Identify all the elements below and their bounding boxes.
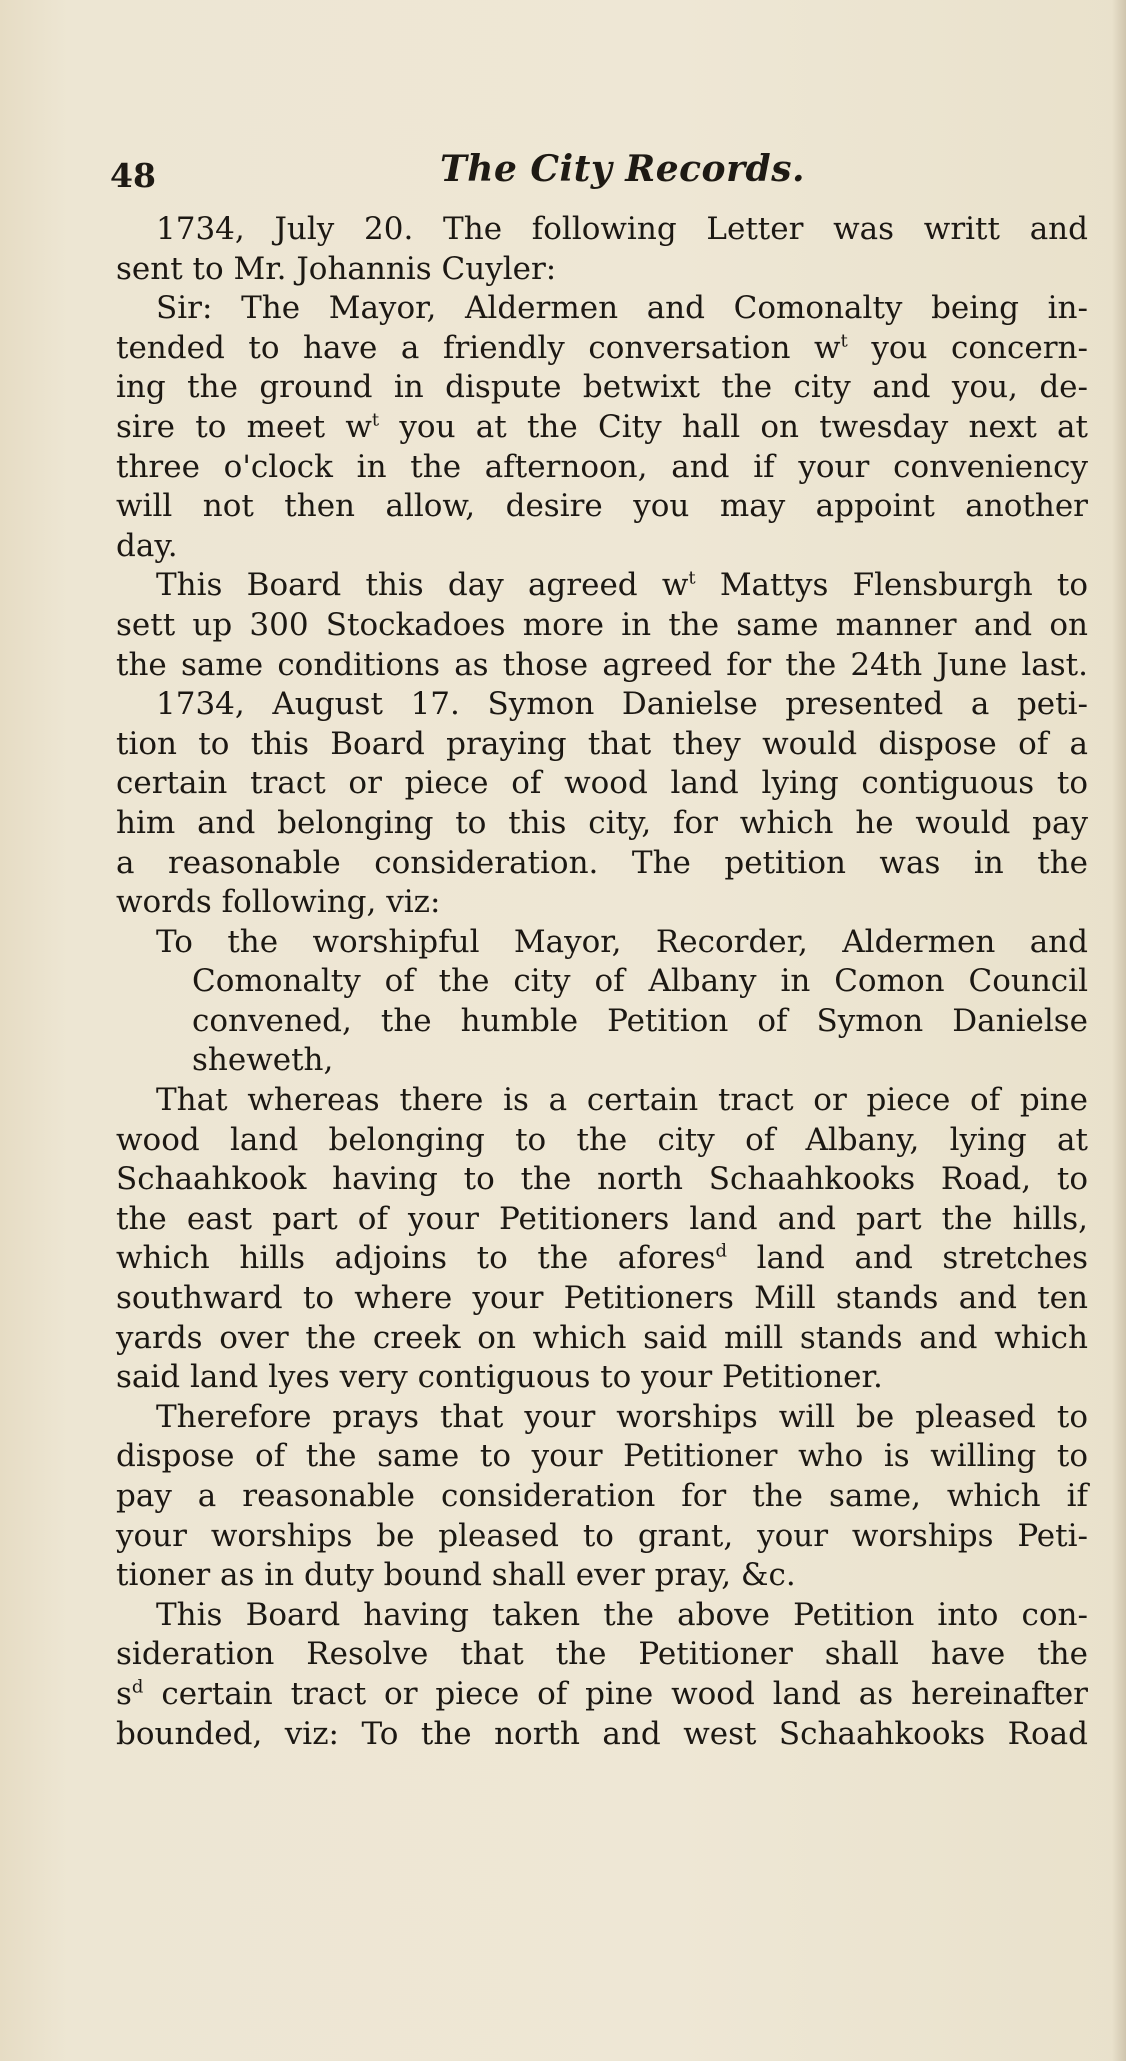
text-line: your worships be pleased to grant, your worships Peti- (116, 1517, 1088, 1554)
text-line: That whereas there is a certain tract or piece of pine (156, 1082, 1088, 1119)
superscript: d (131, 1676, 144, 1698)
text-line: tion to this Board praying that they would dispose of a (116, 725, 1088, 762)
text-line: Sir: The Mayor, Aldermen and Comonalty being in- (156, 290, 1088, 327)
text-line: words following, viz: (116, 884, 441, 921)
text-line: 1734, July 20. The following Letter was writt and (156, 211, 1088, 247)
text-line: tended to have a friendly conversation $w^t$ you concern- (116, 329, 1088, 366)
text-line: To the worshipful Mayor, Recorder, Aldermen and (156, 923, 1088, 960)
running-title: The City Records. (440, 148, 806, 190)
text-line: southward to where your Petitioners Mill stands and ten (116, 1280, 1088, 1317)
text-line: sheweth, (192, 1042, 334, 1079)
text-line: pay a reasonable consideration for the same, which if (116, 1478, 1088, 1514)
text-line: dispose of the same to your Petitioner who is willing to (116, 1438, 1088, 1475)
text-line: him and belonging to this city, for which he would pay (116, 804, 1088, 841)
text-line: Schaahkook having to the north Schaahkooks Road, to (116, 1161, 1088, 1198)
body-text (116, 210, 1088, 1754)
text-line: Comonalty of the city of Albany in Comon Council (192, 963, 1088, 1000)
text-line: 1734, August 17. Symon Danielse presented a peti- (156, 686, 1088, 723)
superscript: t (840, 330, 848, 352)
text-line: tioner as in duty bound shall ever pray, &c. (116, 1557, 796, 1594)
text-line: sideration Resolve that the Petitioner shall have the (116, 1636, 1088, 1673)
page-number: 48 (110, 156, 156, 195)
text-line: said land lyes very contiguous to your Petitioner. (116, 1359, 883, 1396)
text-line: yards over the creek on which said mill stands and which (116, 1319, 1088, 1356)
text-line: day. (116, 527, 178, 564)
page-header (110, 148, 1090, 208)
text-line: ing the ground in dispute betwixt the city and you, de- (116, 369, 1088, 406)
superscript: d (715, 1241, 728, 1263)
text-line: $s^d$ certain tract or piece of pine wood land as hereinafter (116, 1675, 1088, 1712)
text-line: certain tract or piece of wood land lying contiguous to (116, 765, 1088, 802)
text-line: convened, the humble Petition of Symon Danielse (192, 1002, 1088, 1039)
superscript: t (371, 409, 380, 431)
page-edge-shadow (1112, 0, 1126, 2061)
text-line: sire to meet $w^t$ you at the City hall on twesday next at (116, 408, 1088, 445)
text-line: This Board having taken the above Petition into con- (156, 1596, 1088, 1633)
text-line: bounded, viz: To the north and west Schaahkooks Road (116, 1715, 1088, 1752)
superscript: t (688, 568, 696, 590)
text-line: the east part of your Petitioners land and part the hills, (116, 1200, 1088, 1237)
text-line: the same conditions as those agreed for the 24th June last. (116, 646, 1088, 683)
text-line: Therefore prays that your worships will be pleased to (156, 1398, 1088, 1435)
text-line: sent to Mr. Johannis Cuyler: (116, 250, 557, 287)
text-line: This Board this day agreed $w^t$ Mattys Flensburgh to (156, 567, 1088, 604)
text-line: sett up 300 Stockadoes more in the same manner and on (116, 606, 1088, 643)
text-line: which hills adjoins to the afores$^d$ land and stretches (116, 1240, 1088, 1277)
text-line: will not then allow, desire you may appoint another (116, 488, 1088, 525)
text-line: wood land belonging to the city of Albany, lying at (116, 1121, 1088, 1158)
text-line: a reasonable consideration. The petition was in the (116, 844, 1088, 881)
text-line: three o'clock in the afternoon, and if your conveniency (116, 448, 1088, 485)
